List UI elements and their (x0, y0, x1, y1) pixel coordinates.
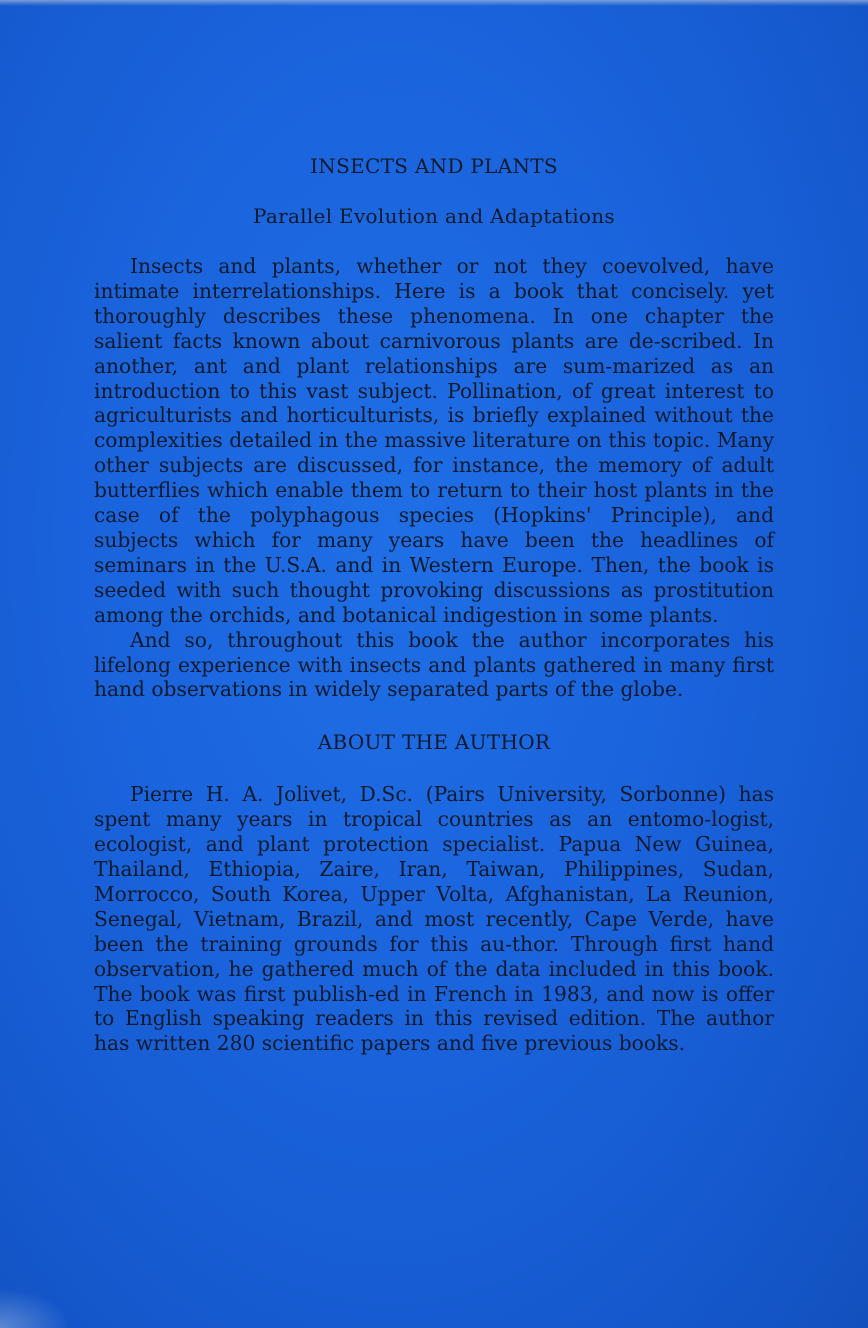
worn-corner (0, 1288, 70, 1328)
description-paragraph: And so, throughout this book the author incorporates his lifelong experience with insects and plants gathered in many first hand observations in widely separated parts of the globe. (94, 627, 774, 702)
description-paragraph: Insects and plants, whether or not they coevolved, have intimate interrelationships. Here is a book that concisely. yet thoroughly describes these phenomena. In one chapter the salient facts known about carnivorous plants are de-scribed. In another, ant and plant relationships are sum-marized as an introduction to this vast subject. Pollination, of great interest to agriculturists and horticulturists, is briefly explained without the complexities detailed in the massive literature on this topic. Many other subjects are discussed, for instance, the memory of adult butterflies which enable them to return to their host plants in the case of the polyphagous species (Hopkins' Principle), and subjects which for many years have been the headlines of seminars in the U.S.A. and in Western Europe. Then, the book is seeded with such thought provoking discussions as prostitution among the orchids, and botanical indigestion in some plants. (94, 254, 774, 627)
book-title: INSECTS AND PLANTS (310, 154, 558, 178)
author-bio (94, 782, 774, 1056)
book-subtitle: Parallel Evolution and Adaptations (253, 204, 615, 228)
book-description (94, 254, 774, 702)
cover-text (94, 150, 774, 1056)
author-bio-paragraph: Pierre H. A. Jolivet, D.Sc. (Pairs University, Sorbonne) has spent many years in tropical countries as an entomo-logist, ecologist, and plant protection specialist. Papua New Guinea, Thailand, Ethiopia, Zaire, Iran, Taiwan, Philippines, Sudan, Morrocco, South Korea, Upper Volta, Afghanistan, La Reunion, Senegal, Vietnam, Brazil, and most recently, Cape Verde, have been the training grounds for this au-thor. Through first hand observation, he gathered much of the data included in this book. The book was first publish-ed in French in 1983, and now is offer to English speaking readers in this revised edition. The author has written 280 scientific papers and five previous books. (94, 782, 774, 1056)
about-author-heading: ABOUT THE AUTHOR (317, 730, 551, 755)
worn-top-edge (0, 0, 868, 6)
